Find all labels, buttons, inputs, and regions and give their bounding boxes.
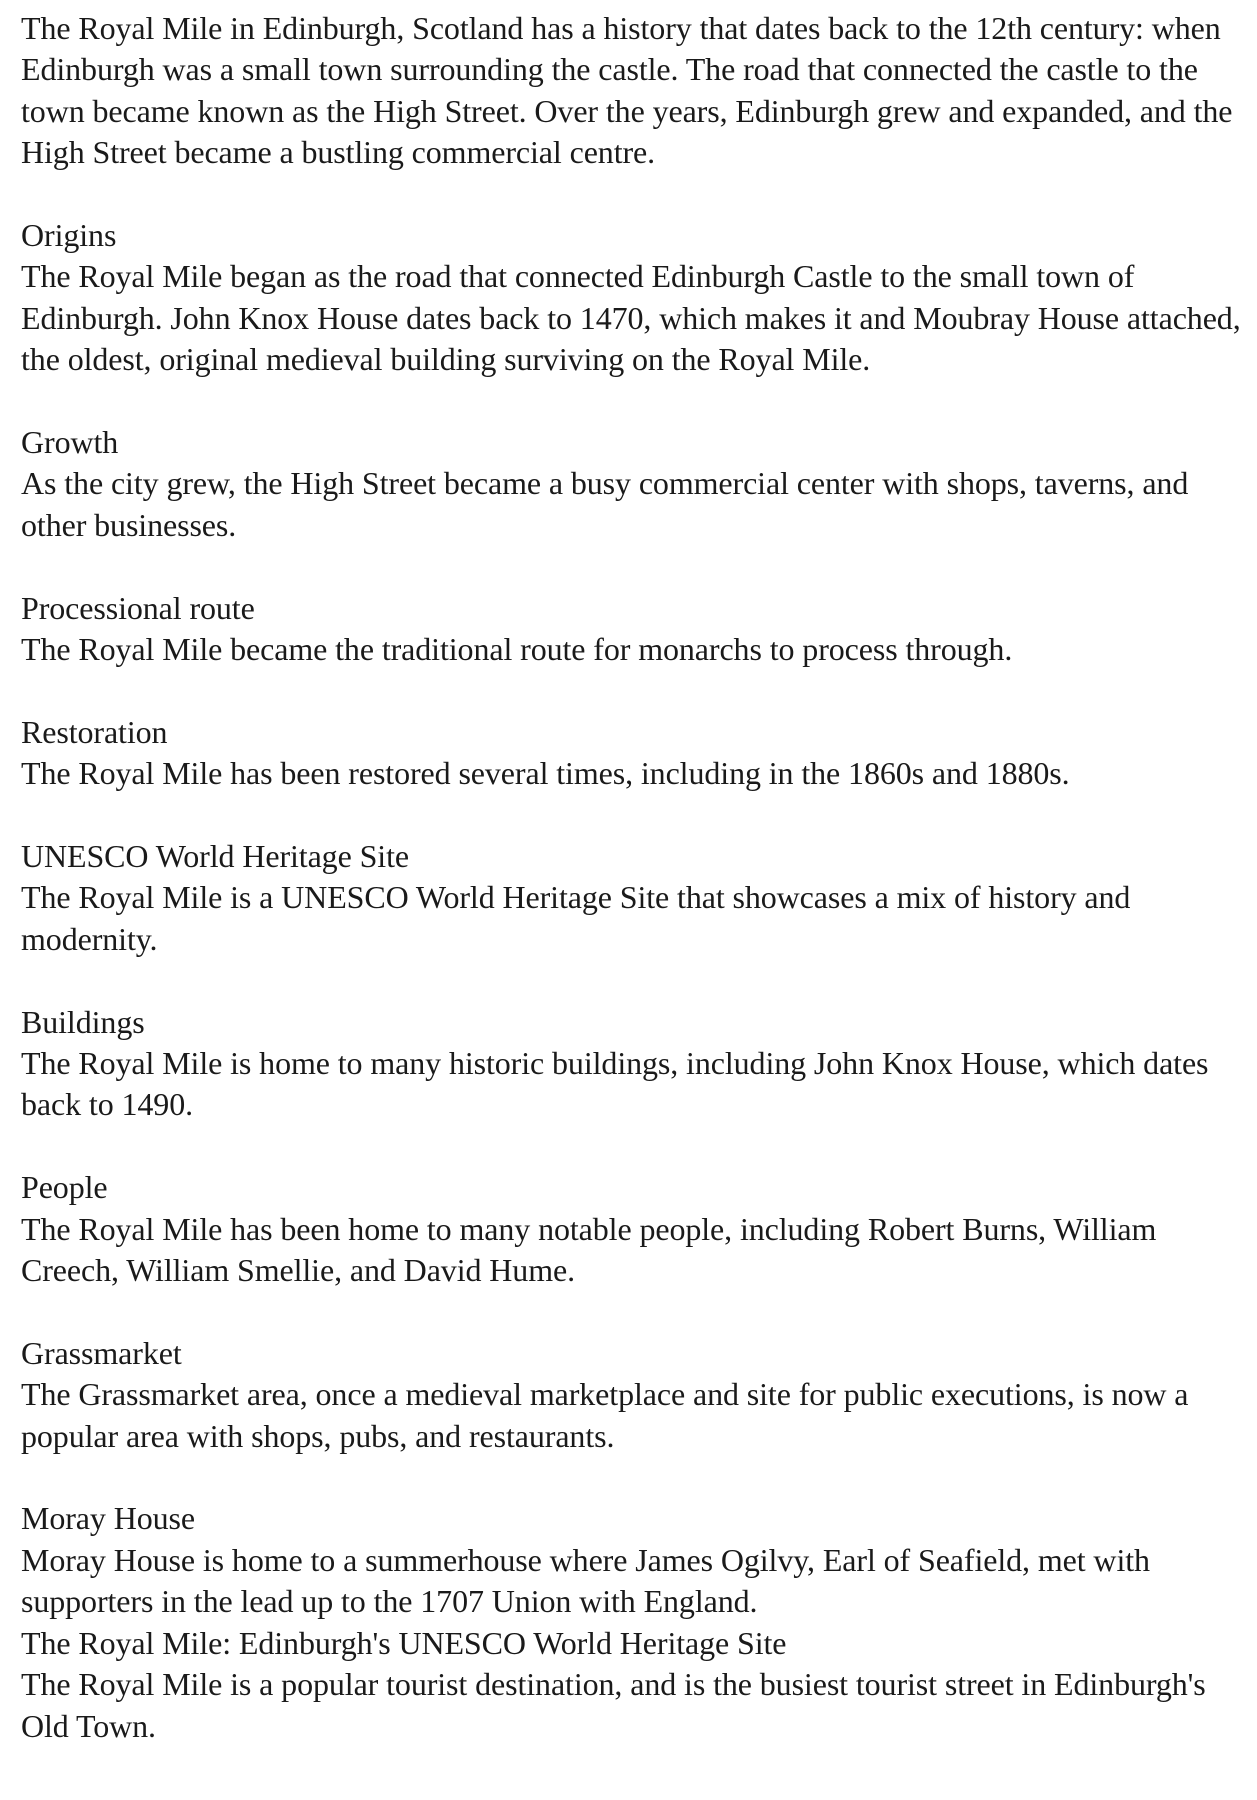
section-buildings (21, 1002, 1241, 1126)
section-restoration (21, 712, 1241, 795)
document-body (21, 8, 1241, 1747)
section-grassmarket (21, 1333, 1241, 1457)
section-heading: Grassmarket (21, 1334, 182, 1371)
section-body: As the city grew, the High Street became a busy commercial center with shops, taverns, and other businesses. (21, 465, 1189, 543)
section-processional-route (21, 588, 1241, 671)
section-heading: Restoration (21, 713, 168, 750)
closing-body: The Royal Mile is a popular tourist destination, and is the busiest tourist street in Edinburgh's Old Town. (21, 1666, 1206, 1744)
section-body: The Royal Mile is home to many historic buildings, including John Knox House, which dates back to 1490. (21, 1045, 1209, 1123)
section-heading: Processional route (21, 589, 255, 626)
section-body: The Grassmarket area, once a medieval marketplace and site for public executions, is now a popular area with shops, pubs, and restaurants. (21, 1376, 1189, 1454)
spacer (21, 1457, 1241, 1498)
spacer (21, 960, 1241, 1001)
spacer (21, 174, 1241, 215)
section-unesco (21, 836, 1241, 960)
spacer (21, 1126, 1241, 1167)
section-body: The Royal Mile became the traditional route for monarchs to process through. (21, 631, 1013, 668)
spacer (21, 670, 1241, 711)
section-closing (21, 1623, 1241, 1747)
section-people (21, 1167, 1241, 1291)
section-body: The Royal Mile has been home to many notable people, including Robert Burns, William Creech, William Smellie, and David Hume. (21, 1210, 1157, 1289)
section-body: Moray House is home to a summerhouse where James Ogilvy, Earl of Seafield, met with supporters in the lead up to the 1707 Union with England. (21, 1541, 1150, 1620)
section-heading: People (21, 1169, 108, 1206)
spacer (21, 381, 1241, 422)
spacer (21, 1291, 1241, 1332)
section-heading: UNESCO World Heritage Site (21, 838, 409, 875)
section-heading: Origins (21, 217, 117, 254)
section-origins (21, 215, 1241, 381)
section-moray-house (21, 1498, 1241, 1622)
closing-heading: The Royal Mile: Edinburgh's UNESCO World Heritage Site (21, 1624, 787, 1661)
section-body: The Royal Mile has been restored several times, including in the 1860s and 1880s. (21, 755, 1070, 792)
section-heading: Moray House (21, 1500, 195, 1537)
section-heading: Buildings (21, 1003, 145, 1040)
intro-paragraph: The Royal Mile in Edinburgh, Scotland has a history that dates back to the 12th century: when Edinburgh was a small town surrounding the castle. The road that connected the castle to the town became known as the High Street. Over the years, Edinburgh grew and expanded, and the High Street became a bustling commercial centre. (21, 10, 1233, 171)
spacer (21, 546, 1241, 587)
section-heading: Growth (21, 424, 119, 461)
section-body: The Royal Mile is a UNESCO World Heritage Site that showcases a mix of history and modernity. (21, 879, 1131, 957)
section-body: The Royal Mile began as the road that connected Edinburgh Castle to the small town of Edinburgh. John Knox House dates back to 1470, which makes it and Moubray House attached, the oldest, original medieval building surviving on the Royal Mile. (21, 258, 1241, 378)
spacer (21, 795, 1241, 836)
section-growth (21, 422, 1241, 546)
